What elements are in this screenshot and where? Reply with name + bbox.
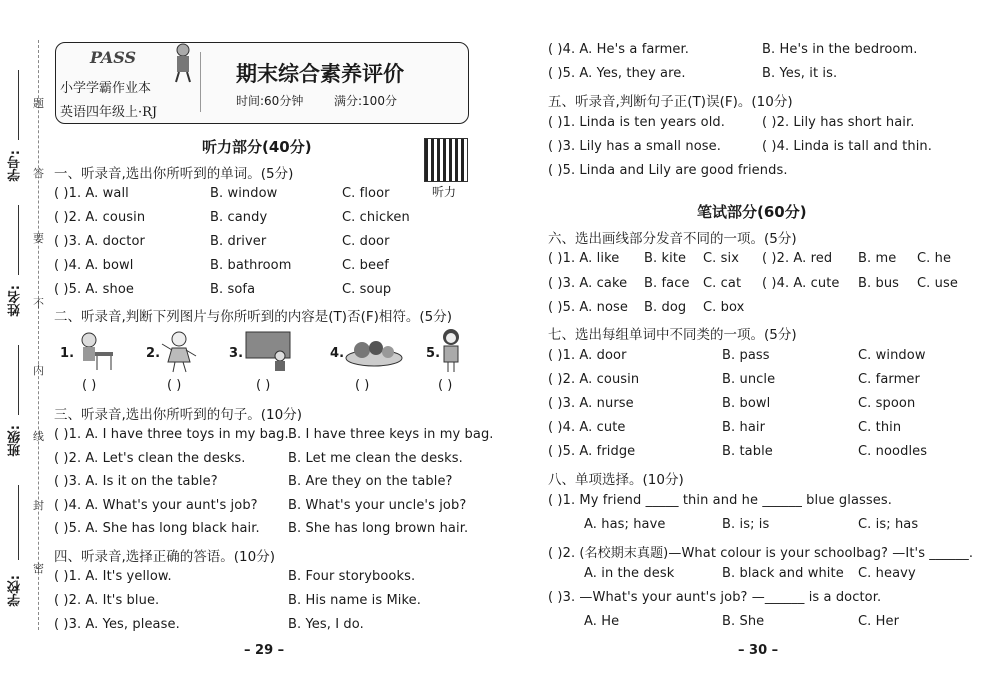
page-number-right: – 30 – (738, 643, 779, 658)
s7-option-a: ( )4. A. cute (548, 420, 626, 435)
s8-q2-option: A. in the desk (584, 566, 675, 581)
s3-option-a: ( )5. A. She has long black hair. (54, 521, 260, 536)
seal-word: 内 (33, 364, 44, 377)
s3-option-b: B. I have three keys in my bag. (288, 427, 494, 442)
s6-option: B. kite (644, 251, 687, 266)
s3-option-a: ( )4. A. What's your aunt's job? (54, 498, 258, 513)
s4-option-a: ( )2. A. It's blue. (54, 593, 160, 608)
s6-option: B. bus (858, 276, 900, 291)
pass-logo: PASS (90, 48, 137, 67)
s7-option-b: B. uncle (722, 372, 776, 387)
s8-q1-option: C. is; has (858, 517, 919, 532)
s4-option-a: ( )4. A. He's a farmer. (548, 42, 689, 57)
s8-question-2: ( )2. (名校期末真题)—What colour is your schoolbag? —It's ______. (548, 546, 974, 561)
school-label: 学校: (8, 575, 23, 607)
s6-option: B. face (644, 276, 690, 291)
s7-option-c: C. farmer (858, 372, 920, 387)
s4-option-b: B. Four storybooks. (288, 569, 416, 584)
mascot-icon (170, 42, 196, 84)
section-2-title: 二、听录音,判断下列图片与你所听到的内容是(T)否(F)相符。(5分) (54, 309, 452, 325)
s1-row-a: ( )1. A. wall (54, 186, 129, 201)
page-number-left: – 29 – (244, 643, 285, 658)
s4-option-b: B. Yes, it is. (762, 66, 838, 81)
s1-row-b: B. window (210, 186, 278, 201)
s1-row-a: ( )2. A. cousin (54, 210, 146, 225)
s1-row-a: ( )3. A. doctor (54, 234, 145, 249)
class-underline (18, 345, 19, 415)
s8-q2-option: B. black and white (722, 566, 844, 581)
s7-option-b: B. pass (722, 348, 770, 363)
s6-option: C. use (917, 276, 958, 291)
girl-dancing-icon (160, 330, 198, 374)
s3-option-a: ( )1. A. I have three toys in my bag. (54, 427, 289, 442)
seal-word: 题 (33, 97, 44, 110)
pic-label: 4. (330, 346, 345, 361)
writing-title: 笔试部分(60分) (697, 203, 807, 221)
s6-option: C. he (917, 251, 952, 266)
s5-statement: ( )1. Linda is ten years old. (548, 115, 725, 130)
s6-option: ( )5. A. nose (548, 300, 629, 315)
s1-row-c: C. door (342, 234, 390, 249)
s4-option-a: ( )1. A. It's yellow. (54, 569, 172, 584)
s5-statement: ( )2. Lily has short hair. (762, 115, 915, 130)
s4-option-b: B. Yes, I do. (288, 617, 364, 632)
s6-option: ( )1. A. like (548, 251, 620, 266)
s8-q3-option: A. He (584, 614, 620, 629)
series-name: 小学学霸作业本 (60, 81, 152, 96)
answer-paren[interactable]: ( ) (82, 378, 97, 393)
qr-label: 听力 (432, 185, 457, 199)
answer-paren[interactable]: ( ) (256, 378, 271, 393)
seal-word: 答 (33, 167, 44, 180)
s8-q2-option: C. heavy (858, 566, 916, 581)
qr-code-icon[interactable] (424, 138, 468, 182)
boy-at-desk-icon (75, 330, 115, 372)
s6-option: ( )4. A. cute (762, 276, 840, 291)
s1-row-a: ( )4. A. bowl (54, 258, 134, 273)
s6-option: ( )3. A. cake (548, 276, 628, 291)
s1-row-a: ( )5. A. shoe (54, 282, 135, 297)
section-1-title: 一、听录音,选出你所听到的单词。(5分) (54, 166, 294, 182)
id-underline (18, 70, 19, 140)
s7-option-a: ( )5. A. fridge (548, 444, 636, 459)
exam-time: 时间:60分钟 (236, 94, 304, 108)
name-label: 姓名: (8, 285, 23, 317)
seal-dashed-line (38, 40, 39, 630)
s4-option-a: ( )3. A. Yes, please. (54, 617, 180, 632)
answer-paren[interactable]: ( ) (167, 378, 182, 393)
s4-option-b: B. His name is Mike. (288, 593, 422, 608)
s3-option-b: B. Are they on the table? (288, 474, 453, 489)
food-plate-icon (344, 334, 404, 368)
s5-statement: ( )5. Linda and Lily are good friends. (548, 163, 788, 178)
answer-paren[interactable]: ( ) (438, 378, 453, 393)
seal-word: 封 (33, 499, 44, 512)
s3-option-b: B. She has long brown hair. (288, 521, 469, 536)
exam-title: 期末综合素养评价 (236, 61, 404, 86)
s8-q1-option: B. is; is (722, 517, 770, 532)
s3-option-b: B. Let me clean the desks. (288, 451, 463, 466)
s6-option: ( )2. A. red (762, 251, 833, 266)
name-underline (18, 205, 19, 275)
s6-option: B. dog (644, 300, 687, 315)
s6-option: C. six (703, 251, 740, 266)
s5-statement: ( )4. Linda is tall and thin. (762, 139, 933, 154)
s1-row-c: C. chicken (342, 210, 410, 225)
school-underline (18, 485, 19, 560)
id-label: 学号: (8, 150, 23, 182)
s8-q1-option: A. has; have (584, 517, 666, 532)
s1-row-b: B. candy (210, 210, 268, 225)
header-divider (200, 52, 201, 112)
s7-option-c: C. spoon (858, 396, 916, 411)
section-8-title: 八、单项选择。(10分) (548, 472, 684, 488)
s1-row-b: B. bathroom (210, 258, 292, 273)
s1-row-c: C. soup (342, 282, 392, 297)
girl-standing-icon (438, 328, 464, 374)
teacher-board-icon (244, 330, 292, 372)
class-label: 班级: (8, 425, 23, 457)
pic-label: 2. (146, 346, 161, 361)
listening-title: 听力部分(40分) (202, 138, 312, 156)
s8-q3-option: B. She (722, 614, 765, 629)
section-3-title: 三、听录音,选出你所听到的句子。(10分) (54, 407, 303, 423)
s7-option-a: ( )3. A. nurse (548, 396, 634, 411)
seal-word: 密 (33, 562, 44, 575)
s7-option-b: B. table (722, 444, 773, 459)
seal-word: 要 (33, 232, 44, 245)
s7-option-b: B. bowl (722, 396, 771, 411)
s6-option: C. box (703, 300, 745, 315)
s1-row-b: B. sofa (210, 282, 256, 297)
grade-name: 英语四年级上·RJ (60, 105, 158, 120)
section-5-title: 五、听录音,判断句子正(T)误(F)。(10分) (548, 94, 793, 110)
s1-row-b: B. driver (210, 234, 267, 249)
seal-word: 线 (33, 430, 44, 443)
pic-label: 5. (426, 346, 441, 361)
s1-row-c: C. beef (342, 258, 389, 273)
pic-label: 1. (60, 346, 75, 361)
s8-q3-option: C. Her (858, 614, 900, 629)
s3-option-b: B. What's your uncle's job? (288, 498, 467, 513)
s3-option-a: ( )2. A. Let's clean the desks. (54, 451, 246, 466)
s7-option-c: C. thin (858, 420, 902, 435)
exam-score: 满分:100分 (334, 94, 397, 108)
seal-word: 不 (33, 297, 44, 310)
s7-option-a: ( )2. A. cousin (548, 372, 640, 387)
s8-question-1: ( )1. My friend _____ thin and he ______ blue glasses. (548, 493, 892, 508)
s6-option: C. cat (703, 276, 742, 291)
s7-option-c: C. window (858, 348, 926, 363)
s8-question-3: ( )3. —What's your aunt's job? —______ is a doctor. (548, 590, 882, 605)
section-4-title: 四、听录音,选择正确的答语。(10分) (54, 549, 276, 565)
s4-option-b: B. He's in the bedroom. (762, 42, 918, 57)
s6-option: B. me (858, 251, 897, 266)
s7-option-c: C. noodles (858, 444, 928, 459)
s5-statement: ( )3. Lily has a small nose. (548, 139, 721, 154)
s4-option-a: ( )5. A. Yes, they are. (548, 66, 686, 81)
s3-option-a: ( )3. A. Is it on the table? (54, 474, 218, 489)
s7-option-b: B. hair (722, 420, 766, 435)
answer-paren[interactable]: ( ) (355, 378, 370, 393)
pic-label: 3. (229, 346, 244, 361)
section-7-title: 七、选出每组单词中不同类的一项。(5分) (548, 327, 797, 343)
section-6-title: 六、选出画线部分发音不同的一项。(5分) (548, 231, 797, 247)
s1-row-c: C. floor (342, 186, 390, 201)
s7-option-a: ( )1. A. door (548, 348, 627, 363)
